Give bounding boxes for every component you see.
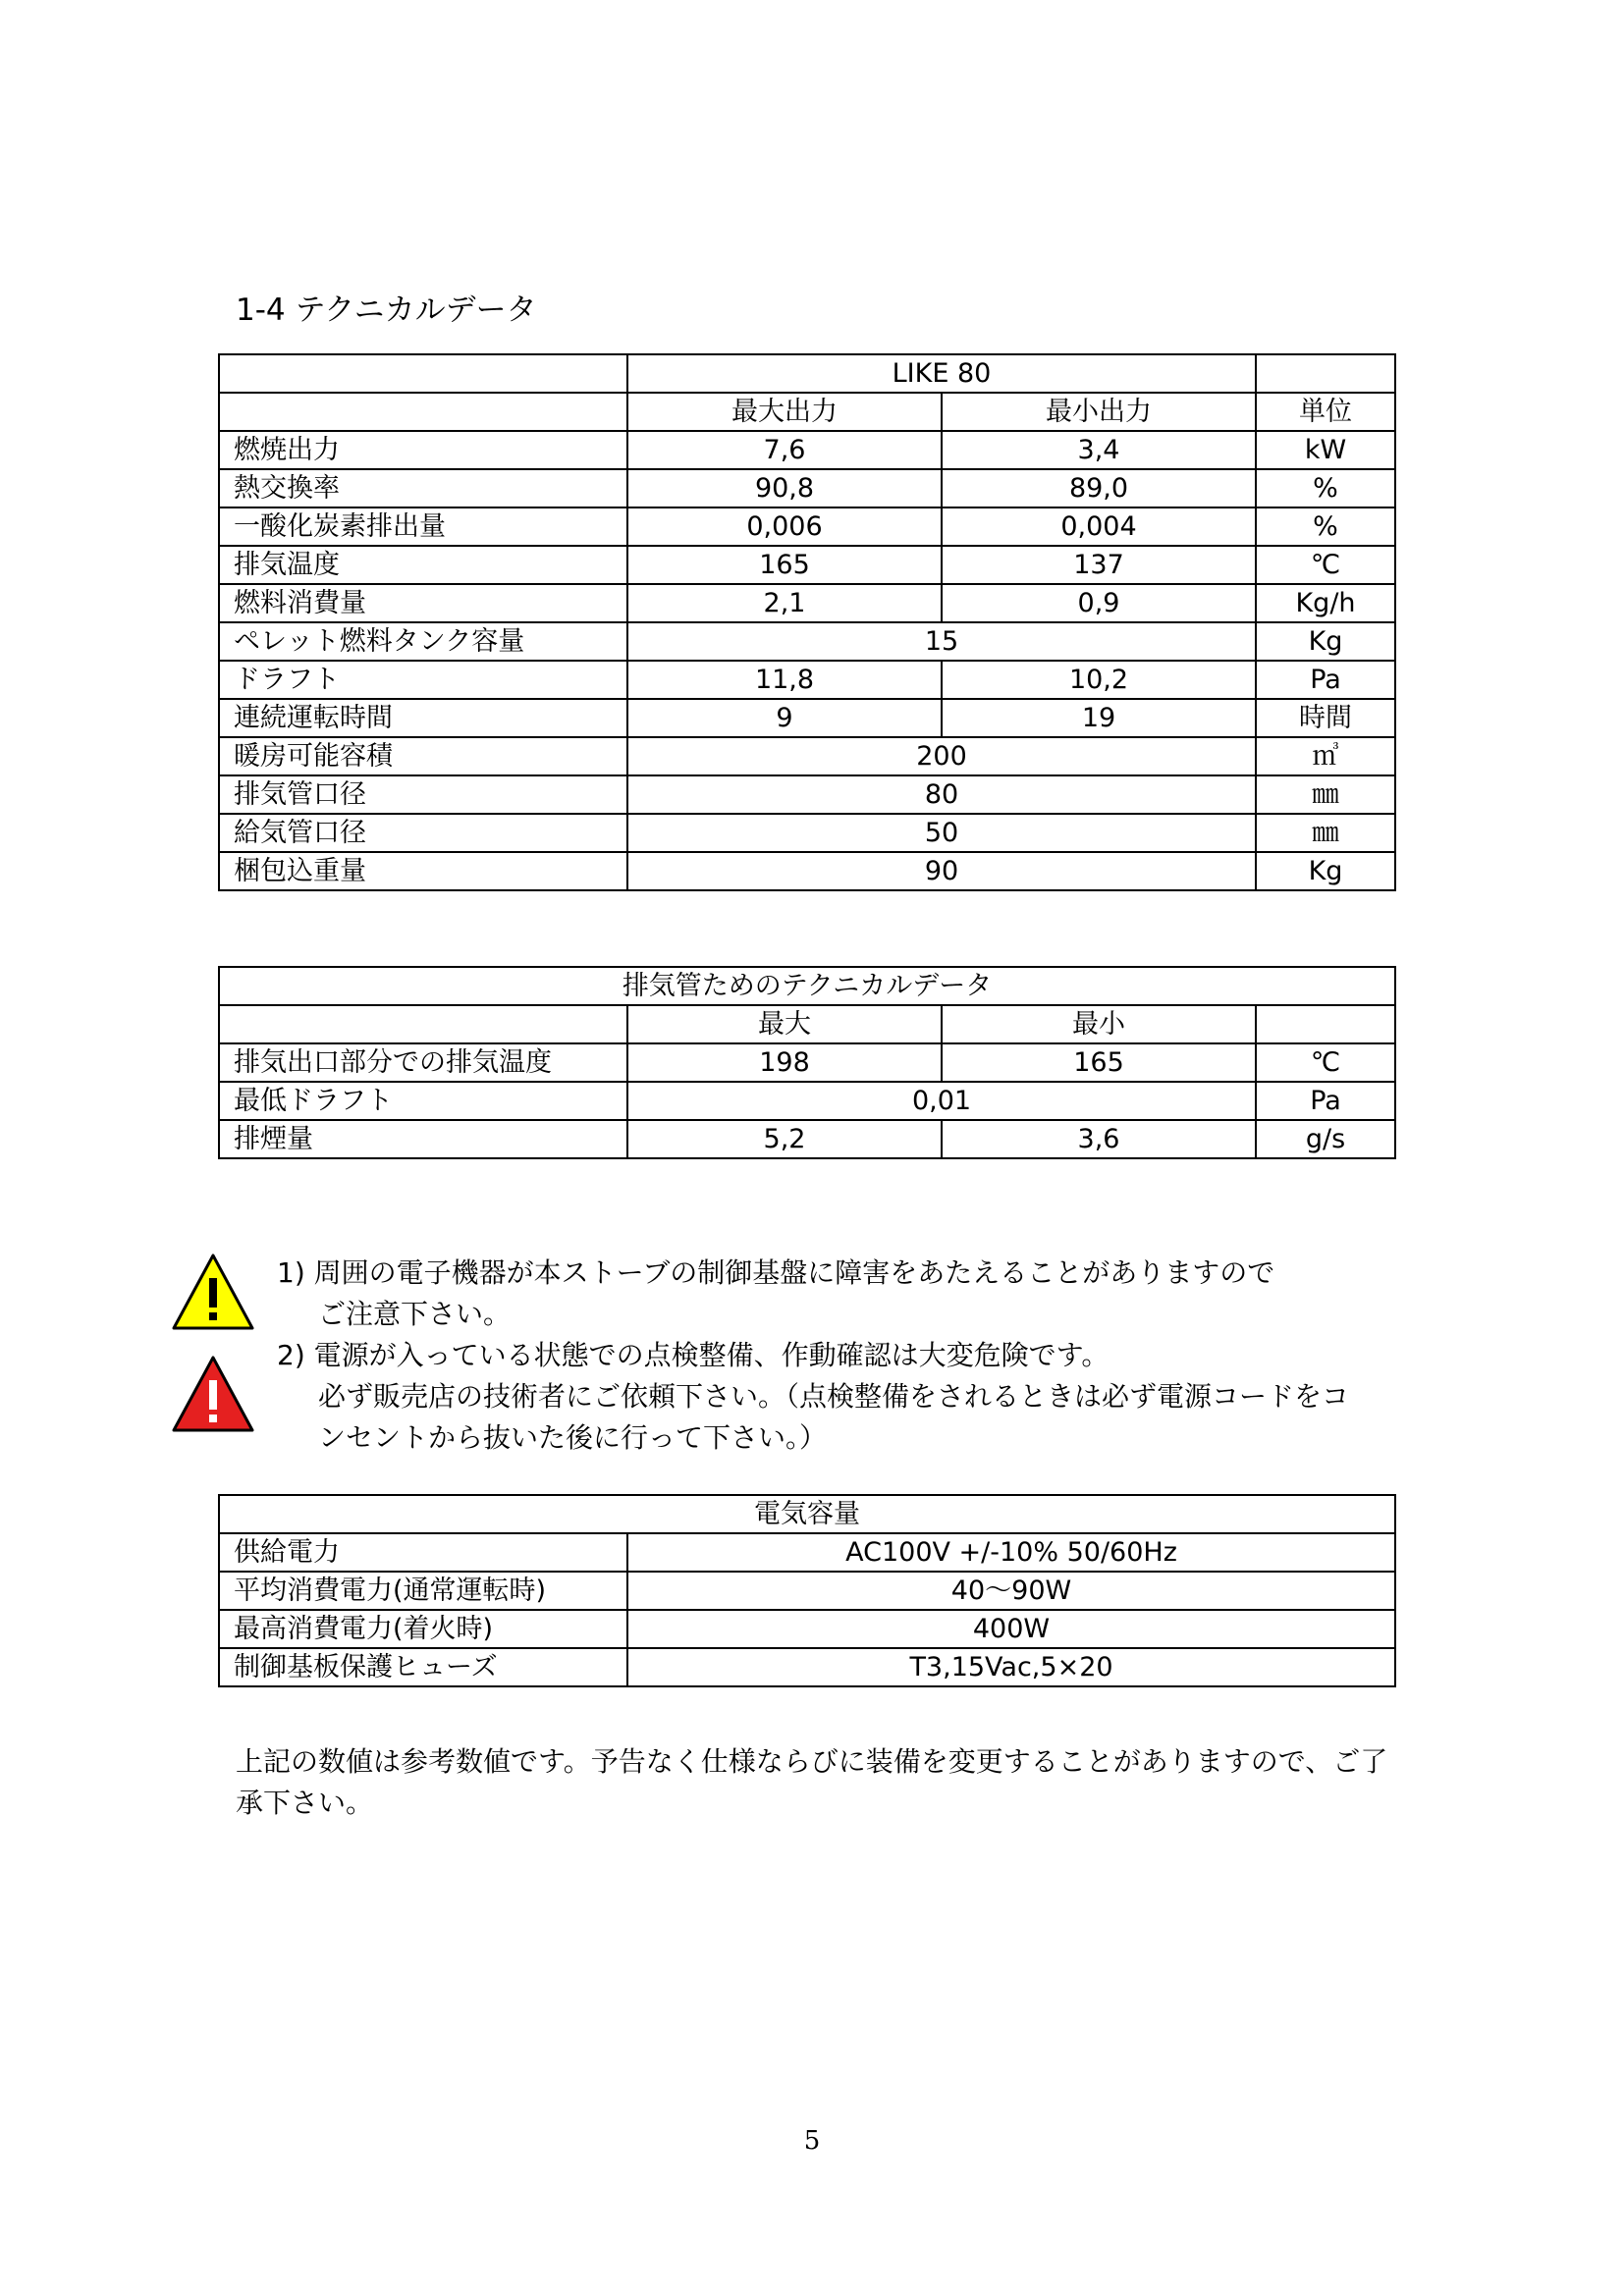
table-row <box>219 699 1395 737</box>
table-row <box>219 469 1395 507</box>
row-label: 制御基板保護ヒューズ <box>219 1648 627 1686</box>
max-value: 90,8 <box>627 469 942 507</box>
warning-note-2-line-1: 2) 電源が入っている状態での点検整備、作動確認は大変危険です。 <box>277 1339 1110 1371</box>
row-label: 燃料消費量 <box>219 584 627 622</box>
max-value: 0,006 <box>627 507 942 546</box>
unit: Pa <box>1256 661 1395 699</box>
electrical-capacity-table <box>218 1494 1396 1687</box>
row-label: 最高消費電力(着火時) <box>219 1610 627 1648</box>
table-row <box>219 1533 1395 1572</box>
warning-note-2-line-2: 必ず販売店の技術者にご依頼下さい。（点検整備をされるときは必ず電源コードをコ <box>318 1380 1350 1413</box>
row-label: 給気管口径 <box>219 814 627 852</box>
table-row <box>219 431 1395 469</box>
min-value: 3,6 <box>942 1120 1256 1158</box>
max-value: 9 <box>627 699 942 737</box>
row-label: ペレット燃料タンク容量 <box>219 622 627 661</box>
table-row <box>219 546 1395 584</box>
min-value: 10,2 <box>942 661 1256 699</box>
row-value: T3,15Vac,5×20 <box>627 1648 1395 1686</box>
unit: ℃ <box>1256 546 1395 584</box>
unit: Kg <box>1256 622 1395 661</box>
row-label: 排煙量 <box>219 1120 627 1158</box>
max-value: 5,2 <box>627 1120 942 1158</box>
header-empty-cell <box>1256 1005 1395 1043</box>
warning-triangle-yellow-icon <box>171 1253 255 1331</box>
row-label: 供給電力 <box>219 1533 627 1572</box>
max-value: 198 <box>627 1043 942 1082</box>
unit: % <box>1256 469 1395 507</box>
min-value: 19 <box>942 699 1256 737</box>
max-value: 7,6 <box>627 431 942 469</box>
header-empty-cell <box>219 393 627 431</box>
model-name: LIKE 80 <box>627 354 1256 393</box>
col-unit: 単位 <box>1256 393 1395 431</box>
unit: ㎜ <box>1256 775 1395 814</box>
page-number: 5 <box>803 2126 821 2156</box>
table-header-row <box>219 354 1395 393</box>
row-label: 平均消費電力(通常運転時) <box>219 1572 627 1610</box>
table-row <box>219 737 1395 775</box>
max-value: 11,8 <box>627 661 942 699</box>
unit: % <box>1256 507 1395 546</box>
max-value: 2,1 <box>627 584 942 622</box>
unit: Kg/h <box>1256 584 1395 622</box>
table-row <box>219 814 1395 852</box>
technical-data-table <box>218 353 1396 891</box>
min-value: 89,0 <box>942 469 1256 507</box>
warning-note-2-line-3: ンセントから抜いた後に行って下さい。） <box>318 1421 828 1454</box>
merged-value: 90 <box>627 852 1256 890</box>
header-empty-cell <box>1256 354 1395 393</box>
row-label: 最低ドラフト <box>219 1082 627 1120</box>
table-row <box>219 584 1395 622</box>
table-header-row <box>219 393 1395 431</box>
merged-value: 0,01 <box>627 1082 1256 1120</box>
disclaimer-note: 上記の数値は参考数値です。予告なく仕様ならびに装備を変更することがありますので、ご了承下さい。 <box>236 1745 1388 1819</box>
table-row <box>219 852 1395 890</box>
row-label: ドラフト <box>219 661 627 699</box>
merged-value: 15 <box>627 622 1256 661</box>
flue-table-title: 排気管ためのテクニカルデータ <box>219 967 1395 1005</box>
min-value: 3,4 <box>942 431 1256 469</box>
merged-value: 200 <box>627 737 1256 775</box>
min-value: 165 <box>942 1043 1256 1082</box>
row-value: AC100V +/-10% 50/60Hz <box>627 1533 1395 1572</box>
table-row <box>219 661 1395 699</box>
table-title-row <box>219 967 1395 1005</box>
table-row <box>219 1648 1395 1686</box>
header-empty-cell <box>219 1005 627 1043</box>
unit: kW <box>1256 431 1395 469</box>
unit: Kg <box>1256 852 1395 890</box>
min-value: 137 <box>942 546 1256 584</box>
unit: ℃ <box>1256 1043 1395 1082</box>
max-value: 165 <box>627 546 942 584</box>
col-min-output: 最小出力 <box>942 393 1256 431</box>
col-min: 最小 <box>942 1005 1256 1043</box>
row-label: 連続運転時間 <box>219 699 627 737</box>
row-label: 熱交換率 <box>219 469 627 507</box>
col-max-output: 最大出力 <box>627 393 942 431</box>
section-title: 1-4 テクニカルデータ <box>236 293 537 328</box>
warning-triangle-red-icon <box>171 1355 255 1433</box>
row-label: 一酸化炭素排出量 <box>219 507 627 546</box>
unit: ㎥ <box>1256 737 1395 775</box>
row-label: 排気管口径 <box>219 775 627 814</box>
table-row <box>219 1120 1395 1158</box>
row-label: 排気出口部分での排気温度 <box>219 1043 627 1082</box>
table-header-row <box>219 1005 1395 1043</box>
table-row <box>219 1043 1395 1082</box>
unit: ㎜ <box>1256 814 1395 852</box>
table-row <box>219 775 1395 814</box>
table-row <box>219 1082 1395 1120</box>
row-value: 400W <box>627 1610 1395 1648</box>
min-value: 0,9 <box>942 584 1256 622</box>
table-row <box>219 1572 1395 1610</box>
electrical-table-title: 電気容量 <box>219 1495 1395 1533</box>
unit: g/s <box>1256 1120 1395 1158</box>
header-empty-cell <box>219 354 627 393</box>
unit: Pa <box>1256 1082 1395 1120</box>
table-row <box>219 507 1395 546</box>
row-label: 梱包込重量 <box>219 852 627 890</box>
table-title-row <box>219 1495 1395 1533</box>
row-label: 排気温度 <box>219 546 627 584</box>
table-row <box>219 622 1395 661</box>
warning-note-1-line-2: ご注意下さい。 <box>318 1298 512 1330</box>
col-max: 最大 <box>627 1005 942 1043</box>
merged-value: 50 <box>627 814 1256 852</box>
flue-data-table <box>218 966 1396 1159</box>
warning-note-1-line-1: 1) 周囲の電子機器が本ストーブの制御基盤に障害をあたえることがありますので <box>277 1256 1275 1289</box>
merged-value: 80 <box>627 775 1256 814</box>
table-row <box>219 1610 1395 1648</box>
row-value: 40～90W <box>627 1572 1395 1610</box>
row-label: 燃焼出力 <box>219 431 627 469</box>
unit: 時間 <box>1256 699 1395 737</box>
row-label: 暖房可能容積 <box>219 737 627 775</box>
min-value: 0,004 <box>942 507 1256 546</box>
